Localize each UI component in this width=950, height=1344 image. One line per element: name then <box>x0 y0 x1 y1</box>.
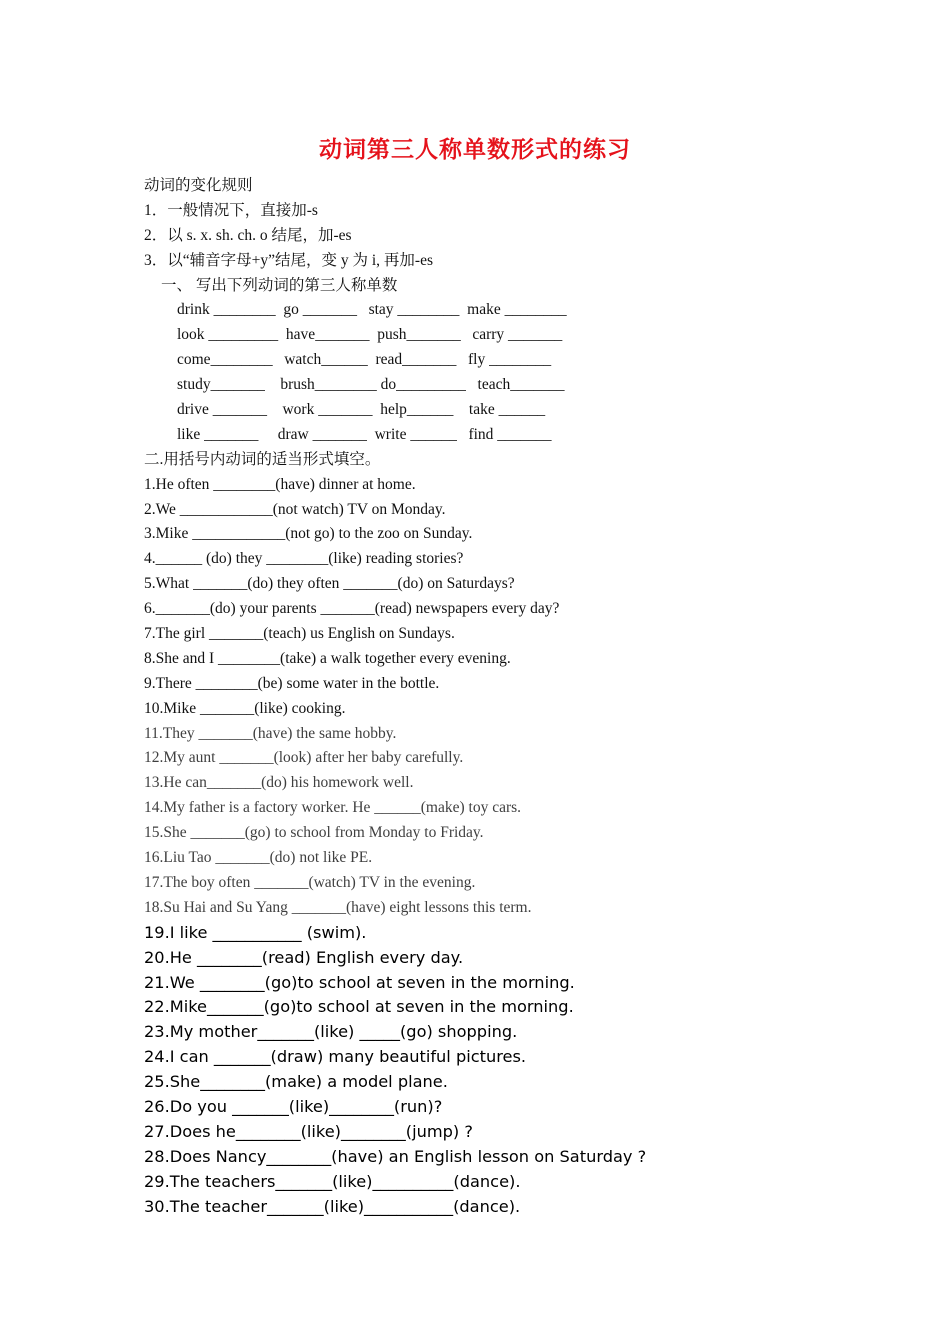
exercise-item: 3.Mike ____________(not go) to the zoo on Sunday. <box>144 525 473 543</box>
exercise-item: 2.We ____________(not watch) TV on Monday. <box>144 500 446 518</box>
exercise-item: 29.The teachers_______(like)__________(dance). <box>144 1171 521 1191</box>
exercise-item: 8.She and I ________(take) a walk together every evening. <box>144 649 511 667</box>
exercise-item: 23.My mother_______(like) _____(go) shopping. <box>144 1022 518 1042</box>
exercise-item: 6._______(do) your parents _______(read) newspapers every day? <box>144 600 560 618</box>
exercise-item: 16.Liu Tao _______(do) not like PE. <box>144 849 373 867</box>
exercise-item: 24.I can _______(draw) many beautiful pictures. <box>144 1047 527 1067</box>
exercise-item: 25.She________(make) a model plane. <box>144 1072 448 1092</box>
document-body <box>144 174 924 1219</box>
exercise-item: 19.I like ___________ (swim). <box>144 922 367 942</box>
verb-row: come________ watch______ read_______ fly ________ <box>177 351 552 369</box>
exercise-item: 22.Mike_______(go)to school at seven in the morning. <box>144 997 574 1017</box>
verb-row: drive _______ work _______ help______ take ______ <box>177 401 546 419</box>
verb-row: like _______ draw _______ write ______ find _______ <box>177 425 552 443</box>
exercise-item: 28.Does Nancy________(have) an English lesson on Saturday ? <box>144 1146 647 1166</box>
exercise-item: 1.He often ________(have) dinner at home. <box>144 475 416 493</box>
verb-row: look _________ have_______ push_______ carry _______ <box>177 326 563 344</box>
exercise-item: 30.The teacher_______(like)___________(dance). <box>144 1196 521 1216</box>
exercise-item: 4.______ (do) they ________(like) reading stories? <box>144 550 464 568</box>
section2-heading: 二.用括号内动词的适当形式填空。 <box>144 450 381 468</box>
exercise-item: 9.There ________(be) some water in the bottle. <box>144 674 440 692</box>
exercise-item: 12.My aunt _______(look) after her baby carefully. <box>144 749 464 767</box>
section1-heading: 一、 写出下列动词的第三人称单数 <box>161 276 398 294</box>
rule-item: 1．一般情况下，直接加-s <box>144 201 318 219</box>
exercise-item: 11.They _______(have) the same hobby. <box>144 724 397 742</box>
verb-row: drink ________ go _______ stay ________ make ________ <box>177 301 567 319</box>
rule-item: 2．以 s. x. sh. ch. o 结尾，加-es <box>144 226 352 244</box>
exercise-item: 26.Do you _______(like)________(run)? <box>144 1096 443 1116</box>
exercise-item: 17.The boy often _______(watch) TV in the evening. <box>144 873 476 891</box>
exercise-item: 5.What _______(do) they often _______(do) on Saturdays? <box>144 575 515 593</box>
exercise-item: 21.We ________(go)to school at seven in the morning. <box>144 972 575 992</box>
exercise-item: 7.The girl _______(teach) us English on Sundays. <box>144 625 455 643</box>
exercise-item: 10.Mike _______(like) cooking. <box>144 699 346 717</box>
exercise-item: 27.Does he________(like)________(jump) ? <box>144 1121 473 1141</box>
exercise-item: 14.My father is a factory worker. He ______(make) toy cars. <box>144 799 522 817</box>
page-title: 动词第三人称单数形式的练习 <box>319 136 631 163</box>
exercise-item: 13.He can_______(do) his homework well. <box>144 774 414 792</box>
exercise-item: 15.She _______(go) to school from Monday to Friday. <box>144 824 484 842</box>
verb-row: study_______ brush________ do_________ teach_______ <box>177 376 565 394</box>
rule-item: 3．以“辅音字母+y”结尾，变 y 为 i, 再加-es <box>144 251 434 269</box>
exercise-item: 18.Su Hai and Su Yang _______(have) eight lessons this term. <box>144 898 532 916</box>
exercise-item: 20.He ________(read) English every day. <box>144 947 464 967</box>
rules-heading: 动词的变化规则 <box>144 177 253 194</box>
